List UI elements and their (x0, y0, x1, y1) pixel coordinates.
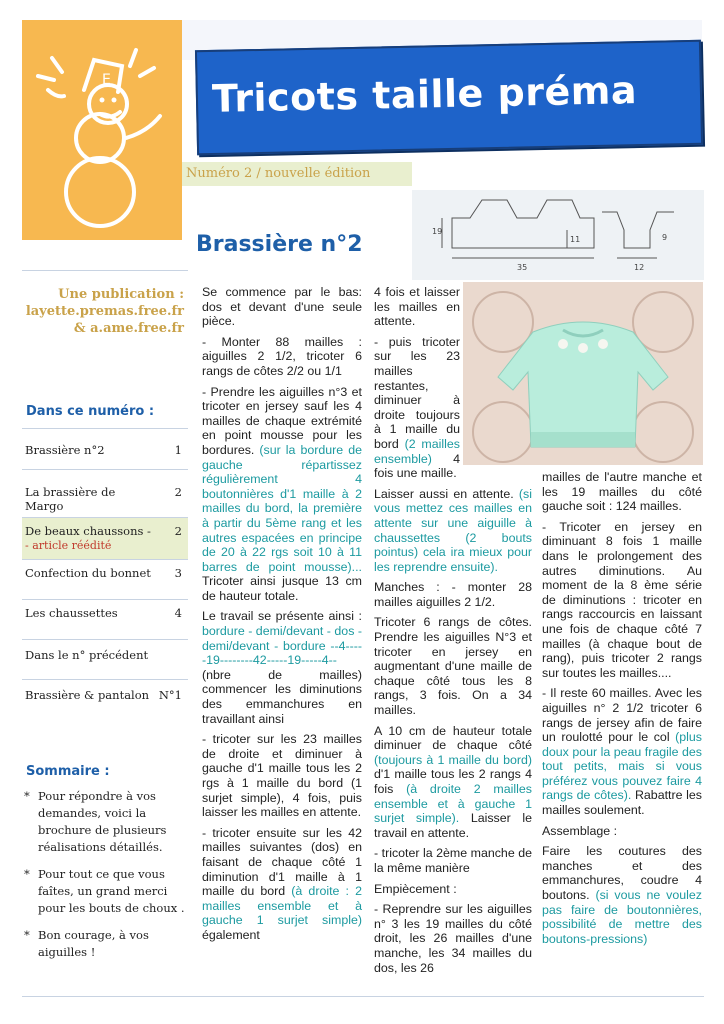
toc-title: Dans ce numéro : (26, 404, 155, 419)
paragraph: - tricoter la 2ème manche de la même manière (374, 846, 532, 875)
toc-item[interactable] (22, 559, 188, 599)
toc-item-highlighted[interactable] (22, 517, 188, 559)
toc-label: Confection du bonnet (25, 566, 151, 580)
divider (22, 996, 704, 997)
publication-block (22, 286, 184, 337)
toc-label: Brassière n°2 (25, 443, 105, 457)
paragraph: Manches : - monter 28 mailles aiguilles 2 1/2. (374, 580, 532, 609)
summary-title: Sommaire : (26, 764, 110, 779)
toc-sublabel: - article réédité (25, 539, 112, 552)
toc-item[interactable] (22, 599, 188, 639)
paragraph: mailles de l'autre manche et les 19 mailles du côté gauche soit : 124 mailles. (542, 470, 702, 514)
bullet-icon: * (24, 789, 30, 803)
paragraph: - Tricoter en jersey en diminuant 8 fois 1 maille dans le prolongement des autres diminutions. Au moment de la 8 ème série de diminutions : tricoter en rangs raccourcis en laissant une fois de chaque côté 7 mailles (à chaque bout de rang), puis tricoter 2 rangs sur toutes les mailles.... (542, 519, 702, 680)
toc-label: De beaux chaussons - (25, 524, 151, 538)
diagram-label: 12 (634, 263, 645, 272)
toc-page: 4 (174, 606, 182, 620)
paragraph: A 10 cm de hauteur totale diminuer de chaque côté (toujours à 1 maille du bord) d'1 maille tous les 2 rangs 4 fois (à droite 2 mailles ensemble et à gauche 1 surjet simple). Laisser le travail en attente. (374, 723, 532, 840)
summary-item: * Pour tout ce que vous faîtes, un grand merci pour les bouts de choux . (24, 867, 185, 915)
summary-item: * Bon courage, à vos aiguilles ! (24, 928, 149, 959)
diagram-label: 35 (517, 263, 528, 272)
issue-label: Numéro 2 / nouvelle édition (186, 166, 371, 181)
paragraph: Empiècement : (374, 881, 457, 896)
toc-page: 2 (174, 524, 182, 538)
summary-list (22, 788, 188, 971)
pattern-diagram (412, 190, 704, 280)
paragraph: Le travail se présente ainsi : bordure - demi/devant - dos - demi/devant - bordure --4-----19--------42-----19-----4-- (nbre de mailles) commencer les diminutions des emmanchures en travaillant ainsi (202, 609, 362, 726)
article-column-3 (542, 470, 702, 952)
toc-page: 1 (174, 443, 182, 457)
paragraph: - Monter 88 mailles : aiguilles 2 1/2, tricoter 6 rangs de côtes 2/2 ou 1/1 (202, 334, 362, 378)
publication-label: Une publication : (58, 287, 184, 302)
paragraph: Se commence par le bas: dos et devant d'une seule pièce. (202, 285, 362, 329)
article-column-1 (202, 285, 362, 949)
paragraph: - tricoter sur les 23 mailles de droite et diminuer à gauche d'1 maille tous les 2 rgs à 1 maille du bord (1 surjet simple), 4 fois, puis laisser les mailles en attente. (202, 732, 362, 820)
toc-label: La brassière de Margo (25, 485, 116, 513)
toc-label: Les chaussettes (25, 606, 118, 620)
divider (22, 270, 188, 271)
toc-item[interactable] (22, 639, 188, 679)
toc-page: N°1 (158, 688, 182, 702)
diagram-label: 11 (570, 235, 581, 244)
bullet-icon: * (24, 928, 30, 942)
toc-label: Dans le n° précédent (25, 648, 149, 662)
paragraph: - tricoter ensuite sur les 42 mailles suivantes (dos) en faisant de chaque côté 1 diminution d'1 maille à 1 maille du bord (à droite : 2 mailles ensemble et à gauche 1 surjet simple) également (202, 825, 362, 942)
toc-item[interactable] (22, 428, 188, 469)
article-column-2 (374, 285, 532, 981)
snowman-icon (22, 20, 182, 240)
paragraph: - Prendre les aiguilles n°3 et tricoter en jersey sauf les 4 mailles de chaque extrémité en point mousse pour les bordures. (sur la bordure de gauche répartissez régulièrement 4 boutonnières d'1 maille à 2 mailles du bord, la première à partir du 5ème rang et les autres espacées en principe de 20 à 22 rgs soit 10 à 11 barres de point mousse)... Tricoter ainsi jusque 13 cm de hauteur totale. (202, 384, 362, 603)
bullet-icon: * (24, 867, 30, 881)
paragraph: Assemblage : (542, 823, 618, 838)
summary-item: * Pour répondre à vos demandes, voici la brochure de plusieurs réalisations détaillés. (24, 789, 167, 854)
paragraph: Laisser aussi en attente. (si vous mettez ces mailles en attente sur une aiguille à chaussettes (2 bouts pointus) cela ira mieux pour les reprendre ensuite). (374, 486, 532, 574)
publication-link[interactable]: layette.premas.free.fr (25, 304, 184, 319)
paragraph: - puis tricoter sur les 23 mailles restantes, diminuer à droite toujours à 1 maille du bord (2 mailles ensemble) 4 fois une maille. (374, 334, 460, 481)
paragraph: Faire les coutures des manches et des emmanchures, coudre 4 boutons. (si vous ne voulez pas faire de boutonnières, possibilité de mettre des boutons-pressions) (542, 844, 702, 946)
diagram-label: 19 (432, 227, 443, 236)
logo-letter: E (102, 72, 111, 88)
toc-page: 3 (174, 566, 182, 580)
publication-link[interactable]: & a.ame.free.fr (73, 321, 184, 336)
toc-item[interactable] (22, 679, 188, 719)
paragraph: - Reprendre sur les aiguilles n° 3 les 19 mailles du côté droit, les 26 mailles d'une manche, les 34 mailles du dos, les 26 (374, 902, 532, 975)
paragraph: 4 fois et laisser les mailles en attente. (374, 285, 460, 329)
paragraph: - Il reste 60 mailles. Avec les aiguilles n° 2 1/2 tricoter 6 rangs de jersey afin de faire un roulotté pour le col (plus doux pour la peau fragile des tout petits, mais si vous préférez vous pouvez faire 4 rangs de côtes). Rabattre les mailles soulement. (542, 686, 702, 818)
toc-label: Brassière & pantalon (25, 688, 150, 702)
page-title: Tricots taille préma (211, 68, 638, 121)
snowman-logo (22, 20, 182, 240)
diagram-label: 9 (662, 233, 668, 242)
paragraph: Tricoter 6 rangs de côtes. Prendre les aiguilles N°3 et tricoter en jersey en augmentant d'une maille de chaque côté tous les 8 rangs, 3 fois. On a 34 mailles. (374, 615, 532, 718)
article-title: Brassière n°2 (196, 232, 363, 257)
toc-page: 2 (174, 485, 182, 499)
toc-item[interactable] (22, 469, 188, 517)
